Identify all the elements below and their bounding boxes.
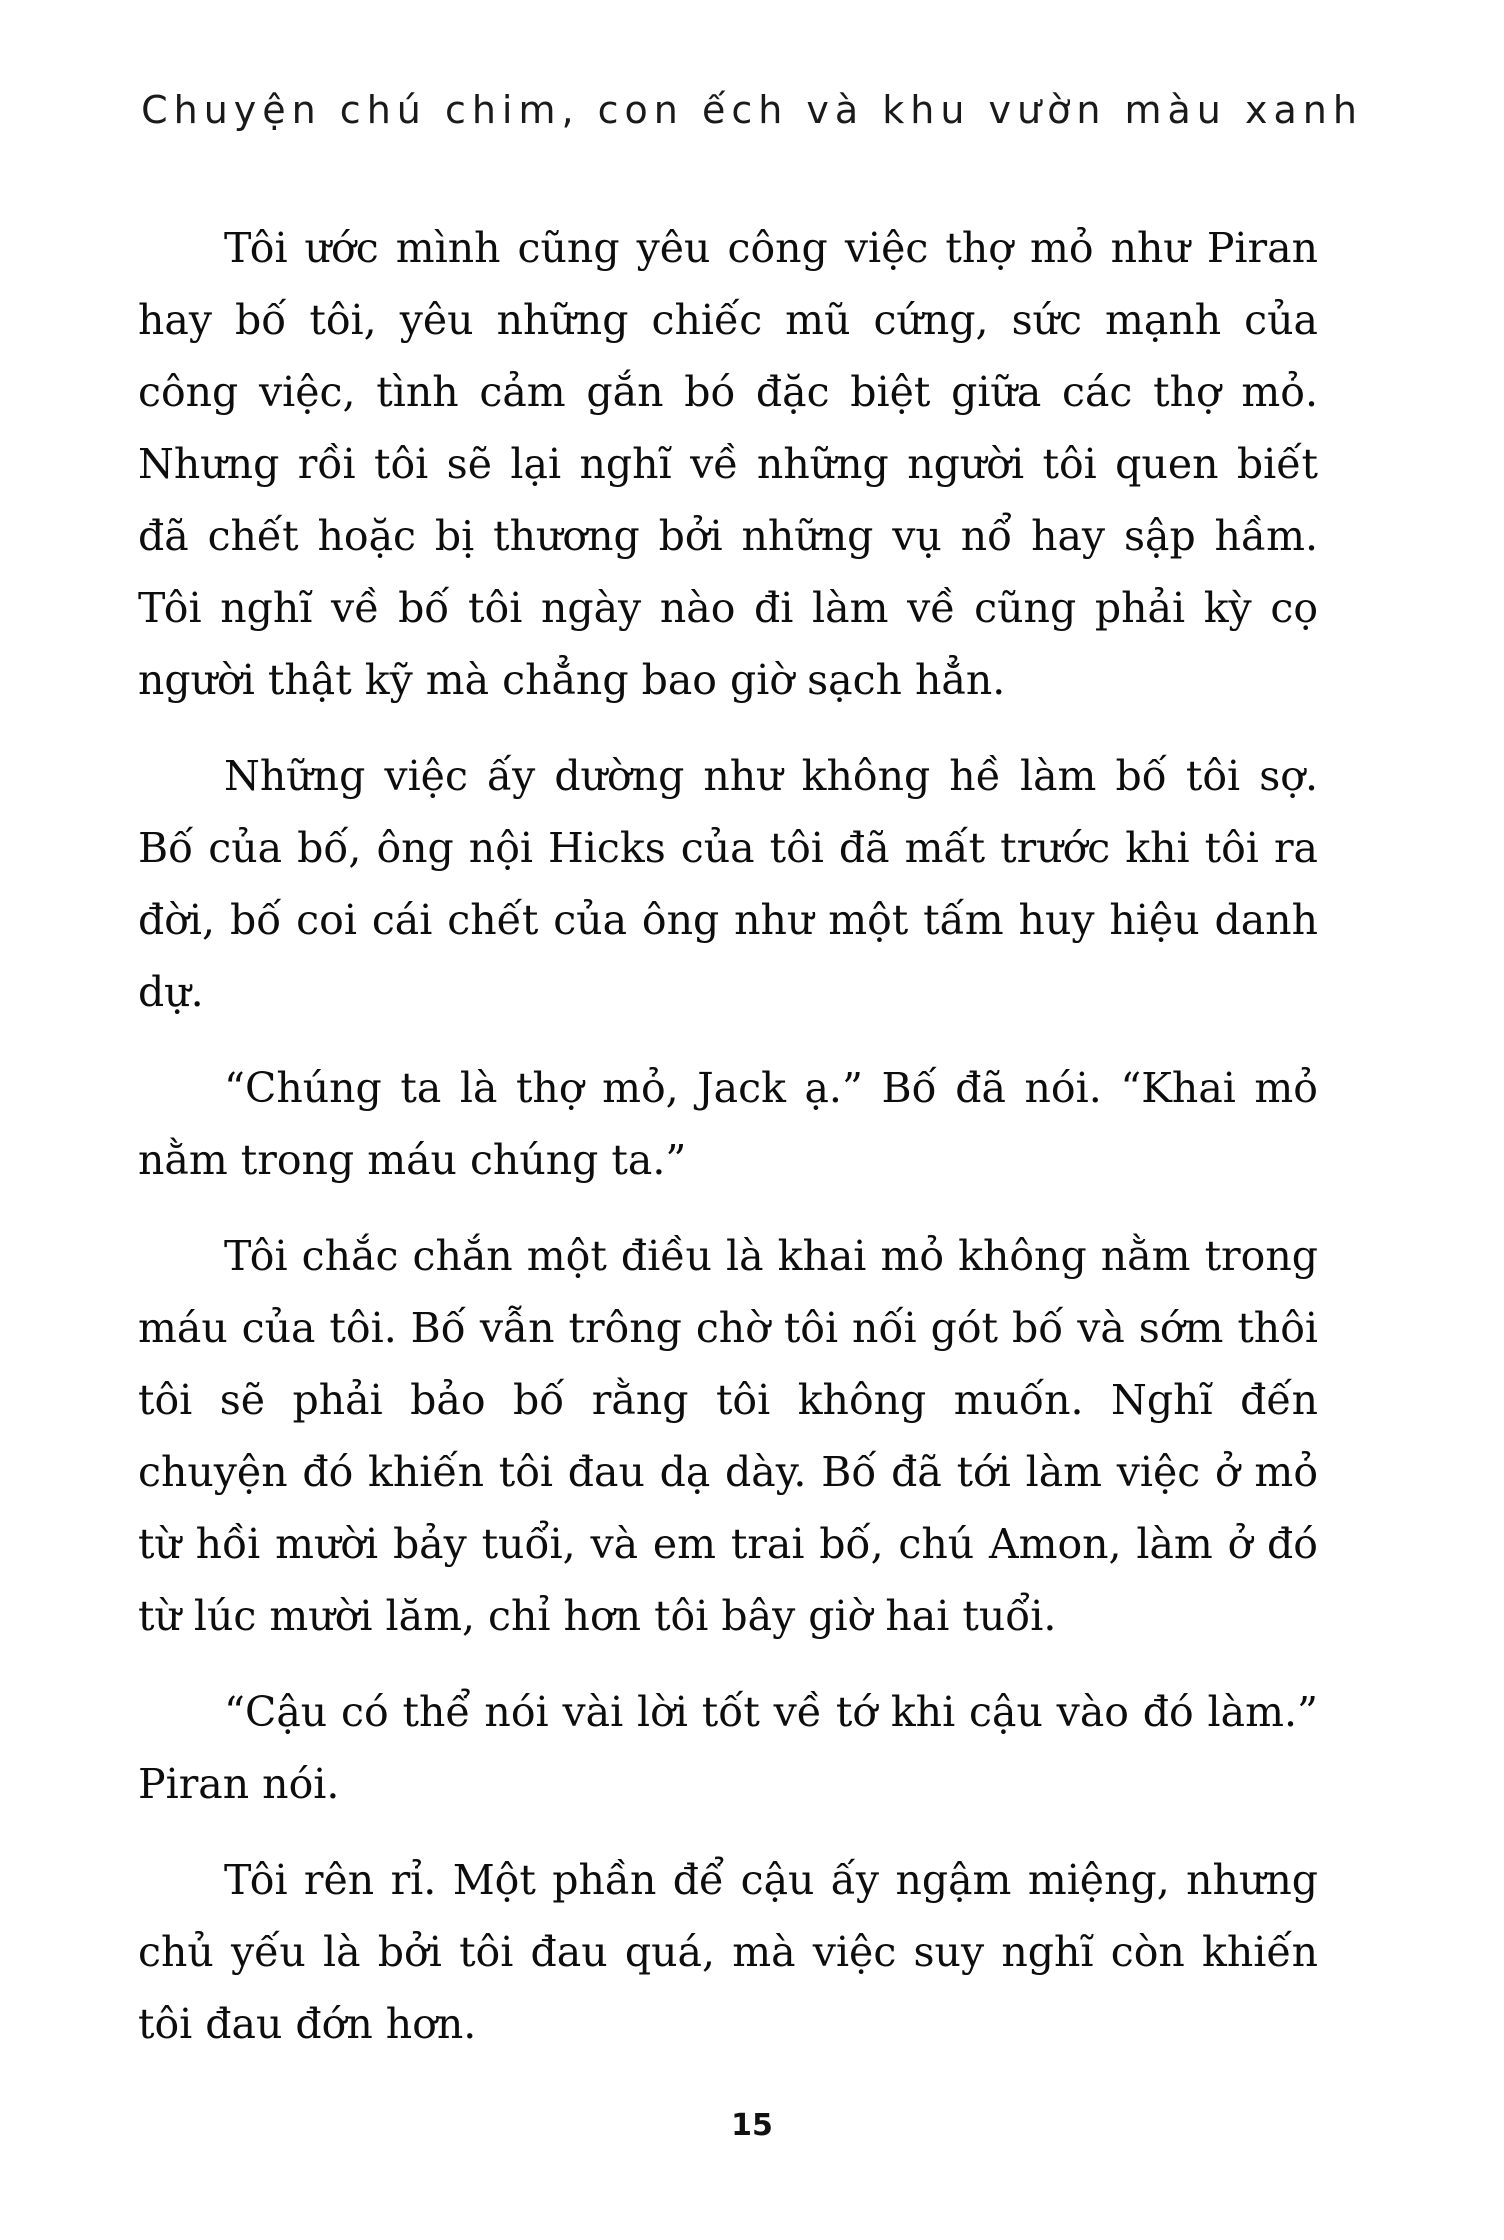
paragraph: “Chúng ta là thợ mỏ, Jack ạ.” Bố đã nói. “Khai mỏ nằm trong máu chúng ta.” [138,1064,1318,1184]
paragraph: Tôi chắc chắn một điều là khai mỏ không nằm trong máu của tôi. Bố vẫn trông chờ tôi nối gót bố và sớm thôi tôi sẽ phải bảo bố rằng tôi không muốn. Nghĩ đến chuyện đó khiến tôi đau dạ dày. Bố đã tới làm việc ở mỏ từ hồi mười bảy tuổi, và em trai bố, chú Amon, làm ở đó từ lúc mười lăm, chỉ hơn tôi bây giờ hai tuổi. [138,1232,1318,1640]
paragraph: Tôi ước mình cũng yêu công việc thợ mỏ như Piran hay bố tôi, yêu những chiếc mũ cứng, sức mạnh của công việc, tình cảm gắn bó đặc biệt giữa các thợ mỏ. Nhưng rồi tôi sẽ lại nghĩ về những người tôi quen biết đã chết hoặc bị thương bởi những vụ nổ hay sập hầm. Tôi nghĩ về bố tôi ngày nào đi làm về cũng phải kỳ cọ người thật kỹ mà chẳng bao giờ sạch hẳn. [138,224,1318,704]
paragraph: Tôi rên rỉ. Một phần để cậu ấy ngậm miệng, nhưng chủ yếu là bởi tôi đau quá, mà việc suy nghĩ còn khiến tôi đau đớn hơn. [138,1856,1318,2048]
paragraph: Những việc ấy dường như không hề làm bố tôi sợ. Bố của bố, ông nội Hicks của tôi đã mất trước khi tôi ra đời, bố coi cái chết của ông như một tấm huy hiệu danh dự. [138,752,1318,1016]
body-text [138,212,1318,2084]
page-number: 15 [731,2108,773,2143]
running-header: Chuyện chú chim, con ếch và khu vườn màu xanh [141,88,1363,132]
paragraph: “Cậu có thể nói vài lời tốt về tớ khi cậu vào đó làm.” Piran nói. [138,1688,1318,1808]
